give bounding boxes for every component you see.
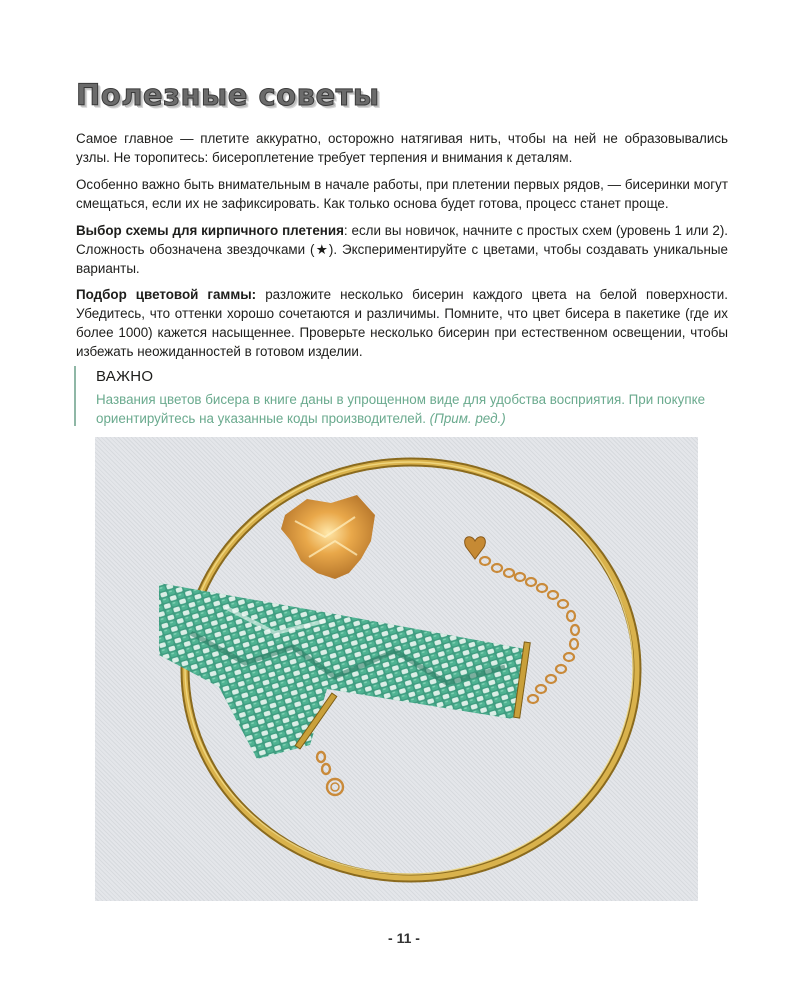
bracelet-photo (95, 437, 698, 901)
bracelet-illustration (95, 437, 698, 901)
important-note-box (74, 366, 730, 426)
beaded-bracelet (159, 583, 525, 759)
page-number: - 11 - (388, 930, 420, 946)
paragraph-text: : если вы новичок, начните с простых схем (уровень 1 или 2). Сложность обозначена звездочками (★). Экспериментируйте с цветами, чтобы создавать уникальные варианты. (76, 223, 728, 276)
gold-leaf (281, 495, 375, 579)
paragraph-text: Самое главное — плетите аккуратно, осторожно натягивая нить, чтобы на ней не образовывались узлы. Не торопитесь: бисероплетение требует терпения и внимания к деталям. (76, 131, 728, 165)
paragraph-intro (76, 129, 728, 167)
paragraph-first-rows (76, 175, 728, 213)
heart-charm (465, 537, 486, 559)
paragraph-scheme-choice (76, 221, 728, 278)
spring-ring-clasp (317, 752, 343, 795)
paragraph-text: разложите несколько бисерин каждого цвета на белой поверхности. Убедитесь, что оттенки хорошо сочетаются и различимы. Помните, что цвет бисера в пакетике (где их более 1000) кажется насыщеннее. Проверьте несколько бисерин при естественном освещении, чтобы избежать неожиданностей в готовом изделии. (76, 287, 728, 359)
important-note-title: ВАЖНО (96, 368, 154, 385)
paragraph-lead: Выбор схемы для кирпичного плетения (76, 223, 344, 238)
paragraph-lead: Подбор цветовой гаммы: (76, 287, 257, 302)
editor-note: (Прим. ред.) (429, 411, 506, 426)
paragraph-color-choice (76, 285, 728, 361)
page-title: Полезные советы (76, 78, 380, 112)
paragraph-text: Особенно важно быть внимательным в начале работы, при плетении первых рядов, — бисеринки могут смещаться, если их не зафиксировать. Как только основа будет готова, процесс станет проще. (76, 177, 728, 211)
important-note-body: Названия цветов бисера в книге даны в упрощенном виде для удобства восприятия. При покупке ориентируйтесь на указанные коды производителей. (96, 392, 706, 426)
important-note-text (96, 390, 730, 428)
